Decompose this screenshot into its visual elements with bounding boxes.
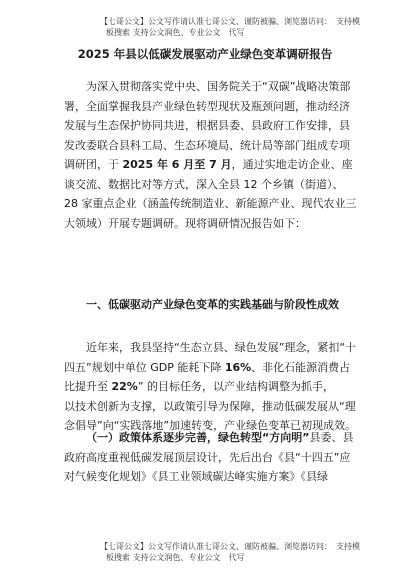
para2-text-a: 近年来，我县坚持“生态立县、绿色发展”理念，紧扣“十四五”规划中单位 GDP 能耗下降 — [64, 341, 357, 374]
page-footer — [100, 541, 360, 563]
intro-text-a: 为深入贯彻落实党中央、国务院关于“双碳”战略决策部署，全面掌握我县产业绿色转型现状及瓶颈问题，推动经济发展与生态保护协同共进，根据县委、县政府工作安排，县发改委联合县科工局、生态环境局、统计局等部门组成专项调研团，于 — [64, 80, 351, 171]
intro-text-c: 28 家重点企业（涵盖传统制造业、新能源产业、现代农业三 大领域）开展专题调研。现将调研情况报告如下： — [64, 197, 357, 230]
para2-text-d: 以技术创新为支撑，以政策引导为保障，推动低碳发展从“理念倡导”向“实践落地”加速转变，产业绿色变革已初现成效。 — [64, 399, 357, 432]
footer-line-1: 【七哥公文】公文写作请认准七哥公文、谨防被骗、浏览器访问： 支持模 — [100, 542, 360, 551]
para2-pct-1: 16% — [224, 360, 252, 374]
para2-text-c: ” 的目标任务，以产业结构调整为抓手， — [137, 380, 335, 393]
para2-text-b: 、非化石能源消费占比提升至 — [64, 360, 351, 393]
footer-line-2: 板搜索 支持公文润色、专业公文 代写 — [106, 553, 245, 562]
subsection-paragraph — [64, 428, 358, 487]
para2-pct-2: 22% — [111, 380, 138, 393]
intro-text-b: ，通过实地走访企业、座 谈交流、数据比对等方式，深入全县 12 个乡镇（街道）、 — [64, 158, 364, 191]
subsection-heading: （一）政策体系逐步完善，绿色转型“方向明” — [86, 431, 310, 444]
section-heading: 一、低碳驱动产业绿色变革的实践基础与阶段性成效 — [86, 298, 339, 311]
document-title: 2025 年县以低碳发展驱动产业绿色变革调研报告 — [77, 47, 333, 61]
intro-date: 2025 年 6 月至 7 月 — [122, 158, 232, 171]
header-line-2: 板搜索 支持公文润色、专业公文 代写 — [106, 28, 245, 37]
section-paragraph — [64, 338, 358, 436]
intro-paragraph — [64, 77, 364, 233]
page-header — [100, 16, 360, 38]
header-line-1: 【七哥公文】公文写作请认准七哥公文、谨防被骗、浏览器访问： 支持模 — [100, 17, 360, 26]
subsection-text: 县委、县政府高度重视低碳发展顶层设计，先后出台《县“十四五”应对气候变化规划》《县工业领域碳达峰实施方案》《县绿 — [64, 431, 354, 483]
